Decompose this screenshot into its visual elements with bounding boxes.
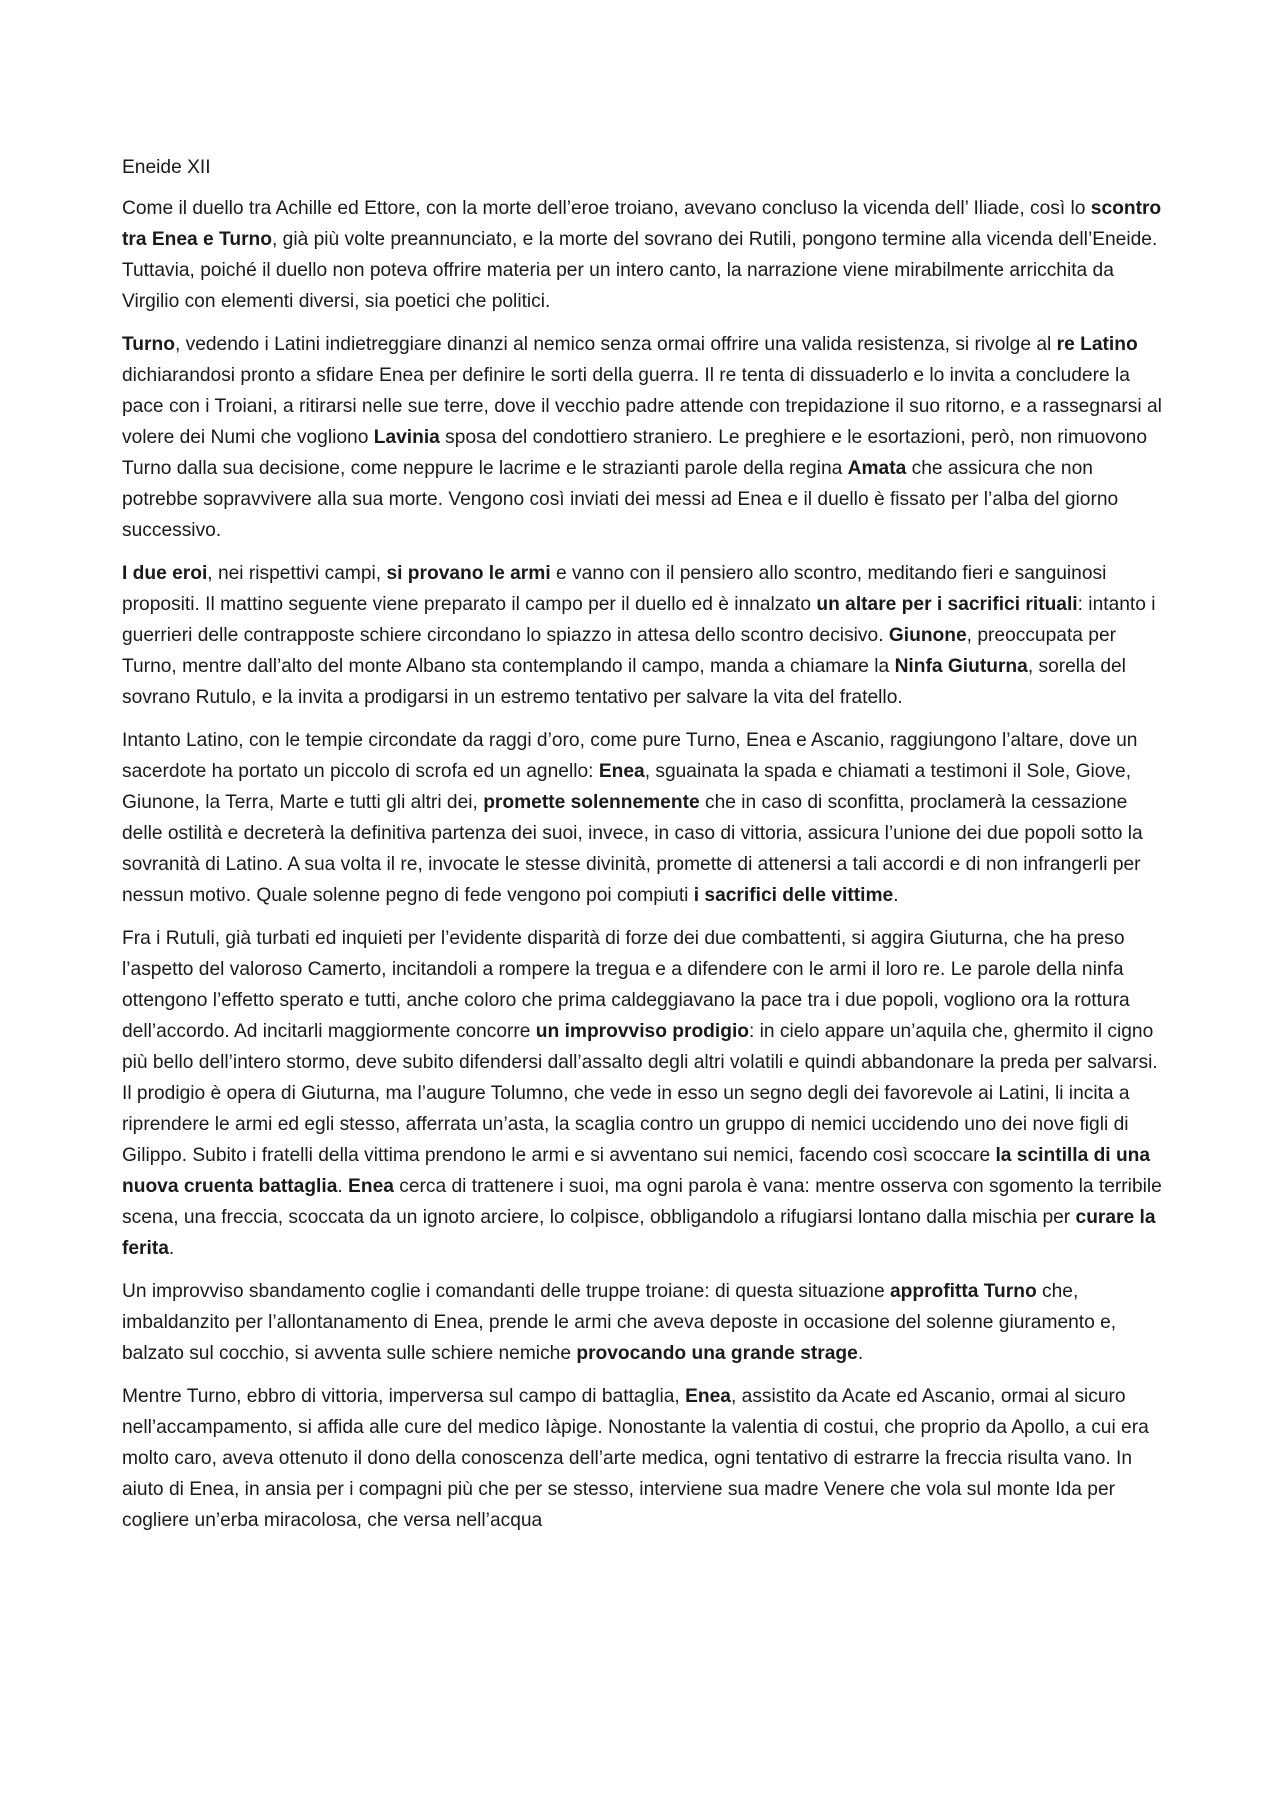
bold-text: Amata xyxy=(847,458,907,479)
text-run: : in cielo appare un’aquila che, ghermito il cigno più bello dell’intero stormo, deve subito difendersi dall’assalto degli altri volatili e quindi abbandonare la preda per salvarsi. Il prodigio è opera di Giuturna, ma l’augure Tolumno, che vede in esso un segno degli dei favorevole ai Latini, li incita a riprendere le armi ed egli stesso, afferrata un’asta, la scaglia contro un gruppo di nemici uccidendo uno dei nove figli di Gilippo. Subito i fratelli della vittima prendono le armi e si avventano sui nemici, facendo così scoccare xyxy=(122,1021,1158,1166)
text-run: , preoccupata per Turno, mentre dall’alto del monte Albano sta contemplando il campo, manda a chiamare la xyxy=(122,625,1117,677)
bold-text: Enea xyxy=(685,1386,731,1407)
text-run: Mentre Turno, ebbro di vittoria, imperversa sul campo di battaglia, xyxy=(122,1386,686,1407)
bold-text: Enea xyxy=(348,1176,394,1197)
text-run: Intanto Latino, con le tempie circondate da raggi d’oro, come pure Turno, Enea e Ascanio, raggiungono l’altare, dove un sacerdote ha portato un piccolo di scrofa ed un agnello: xyxy=(122,730,1138,782)
text-run: , vedendo i Latini indietreggiare dinanzi al nemico senza ormai offrire una valida resistenza, si rivolge al xyxy=(174,334,1057,355)
bold-text: la scintilla di una nuova cruenta battaglia xyxy=(122,1145,1151,1197)
text-run: . xyxy=(893,885,899,906)
bold-text: curare la ferita xyxy=(122,1207,1156,1259)
paragraph xyxy=(122,1381,1167,1536)
bold-text: Lavinia xyxy=(373,427,440,448)
paragraph xyxy=(122,725,1167,911)
bold-text: Ninfa Giuturna xyxy=(894,656,1028,677)
bold-text: re Latino xyxy=(1056,334,1138,355)
paragraph xyxy=(122,923,1167,1264)
paragraph xyxy=(122,558,1167,713)
bold-text: provocando una grande strage xyxy=(576,1343,858,1364)
paragraph xyxy=(122,329,1167,546)
bold-text: si provano le armi xyxy=(386,563,551,584)
text-run: , assistito da Acate ed Ascanio, ormai al sicuro nell’accampamento, si affida alle cure del medico Iàpige. Nonostante la valentia di costui, che proprio da Apollo, a cui era molto caro, aveva ottenuto il dono della conoscenza dell’arte medica, ogni tentativo di estrarre la freccia risulta vano. In aiuto di Enea, in ansia per i compagni più che per se stesso, interviene sua madre Venere che vola sul monte Ida per cogliere un’erba miracolosa, che versa nell’acqua xyxy=(122,1386,1149,1531)
text-run: , sguainata la spada e chiamati a testimoni il Sole, Giove, Giunone, la Terra, Marte e tutti gli altri dei, xyxy=(122,761,1132,813)
bold-text: approfitta Turno xyxy=(889,1281,1037,1302)
text-run: Un improvviso sbandamento coglie i comandanti delle truppe troiane: di questa situazione xyxy=(122,1281,890,1302)
text-run: . xyxy=(337,1176,349,1197)
text-run: , nei rispettivi campi, xyxy=(207,563,387,584)
text-run: sposa del condottiero straniero. Le preghiere e le esortazioni, però, non rimuovono Turno dalla sua decisione, come neppure le lacrime e le strazianti parole della regina xyxy=(122,427,1148,479)
text-run: . xyxy=(857,1343,864,1364)
bold-text: promette solennemente xyxy=(483,792,700,813)
text-run: Come il duello tra Achille ed Ettore, con la morte dell’eroe troiano, avevano concluso la vicenda dell’ Iliade, così lo xyxy=(122,198,1091,219)
bold-text: Turno xyxy=(122,334,175,355)
bold-text: un improvviso prodigio xyxy=(535,1021,749,1042)
text-run: , sorella del sovrano Rutulo, e la invita a prodigarsi in un estremo tentativo per salvare la vita del fratello. xyxy=(122,656,1126,708)
bold-text: I due eroi xyxy=(122,563,208,584)
text-run: che, imbaldanzito per l’allontanamento di Enea, prende le armi che aveva deposte in occasione del solenne giuramento e, balzato sul cocchio, si avventa sulle schiere nemiche xyxy=(122,1281,1117,1364)
bold-text: Giunone xyxy=(888,625,967,646)
text-run: che in caso di sconfitta, proclamerà la cessazione delle ostilità e decreterà la definitiva partenza dei suoi, invece, in caso di vittoria, assicura l’unione dei due popoli sotto la sovranità di Latino. A sua volta il re, invocate le stesse divinità, promette di attenersi a tali accordi e di non infrangerli per nessun motivo. Quale solenne pegno di fede vengono poi compiuti xyxy=(122,792,1143,906)
text-run: , già più volte preannunciato, e la morte del sovrano dei Rutili, pongono termine alla vicenda dell’Eneide. Tuttavia, poiché il duello non poteva offrire materia per un intero canto, la narrazione viene mirabilmente arricchita da Virgilio con elementi diversi, sia poetici che politici. xyxy=(122,229,1158,312)
text-run: : intanto i guerrieri delle contrapposte schiere circondano lo spiazzo in attesa dello scontro decisivo. xyxy=(122,594,1156,646)
document-body xyxy=(122,193,1167,1536)
text-run: Fra i Rutuli, già turbati ed inquieti per l’evidente disparità di forze dei due combattenti, si aggira Giuturna, che ha preso l’aspetto del valoroso Camerto, incitandoli a rompere la tregua e a difendere con le armi il loro re. Le parole della ninfa ottengono l’effetto sperato e tutti, anche coloro che prima caldeggiavano la pace tra i due popoli, vogliono ora la rottura dell’accordo. Ad incitarli maggiormente concorre xyxy=(122,928,1130,1042)
bold-text: scontro tra Enea e Turno xyxy=(122,198,1162,250)
bold-text: Enea xyxy=(598,761,645,782)
text-run: e vanno con il pensiero allo scontro, meditando fieri e sanguinosi propositi. Il mattino seguente viene preparato il campo per il duello ed è innalzato xyxy=(122,563,1107,615)
bold-text: i sacrifici delle vittime xyxy=(693,885,894,906)
text-run: . xyxy=(168,1238,175,1259)
document-title: Eneide XII xyxy=(122,157,211,178)
document-page xyxy=(122,152,1167,1548)
text-run: dichiarandosi pronto a sfidare Enea per definire le sorti della guerra. Il re tenta di dissuaderlo e lo invita a concludere la pace con i Troiani, a ritirarsi nelle sue terre, dove il vecchio padre attende con trepidazione il suo ritorno, e a rassegnarsi al volere dei Numi che vogliono xyxy=(122,365,1162,448)
text-run: cerca di trattenere i suoi, ma ogni parola è vana: mentre osserva con sgomento la terribile scena, una freccia, scoccata da un ignoto arciere, lo colpisce, obbligandolo a rifugiarsi lontano dalla mischia per xyxy=(122,1176,1162,1228)
paragraph xyxy=(122,193,1167,317)
bold-text: un altare per i sacrifici rituali xyxy=(816,594,1078,615)
text-run: che assicura che non potrebbe sopravvivere alla sua morte. Vengono così inviati dei messi ad Enea e il duello è fissato per l’alba del giorno successivo. xyxy=(122,458,1119,541)
paragraph xyxy=(122,1276,1167,1369)
